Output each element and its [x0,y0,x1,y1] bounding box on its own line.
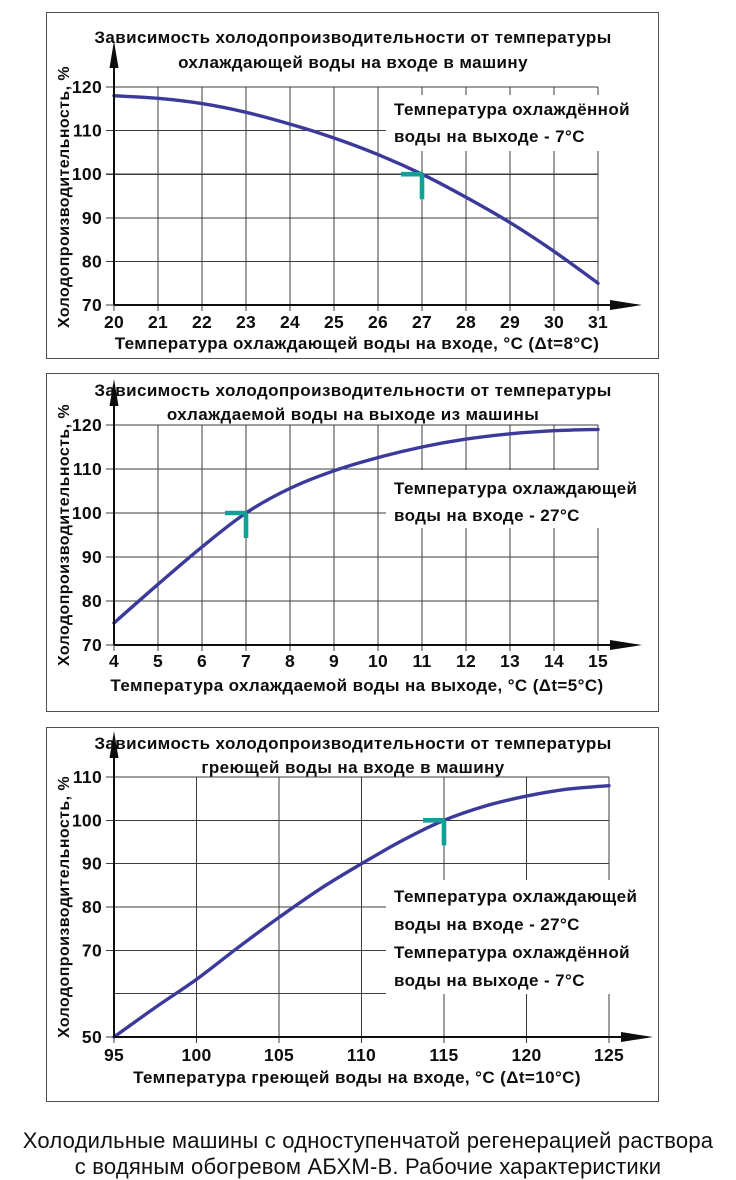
x-axis-arrow [610,300,642,310]
x-tick-label: 95 [103,1045,125,1065]
y-tick-label: 110 [72,459,102,479]
x-tick-label: 9 [328,651,340,671]
x-tick-label: 25 [323,312,345,332]
y-axis-label: Холодопроизводительность, % [56,66,73,328]
caption-line-1: Холодильные машины с одноступенчатой регенерацией раствора [22,1128,714,1153]
chart-heating-water-inlet [47,728,655,1098]
x-tick-label: 13 [499,651,521,671]
x-tick-label: 11 [412,651,432,671]
y-tick-label: 70 [81,940,102,961]
y-tick-label: 100 [71,164,102,185]
x-axis-arrow [621,1032,653,1042]
y-tick-label: 80 [81,591,102,611]
chart-chilled-water-outlet [47,374,655,708]
y-axis-label: Холодопроизводительность, % [56,776,73,1038]
x-tick-label: 4 [108,651,120,671]
x-tick-label: 22 [191,312,213,332]
chart-title-line-1: Зависимость холодопроизводительности от температуры [94,381,612,400]
annotation-layer [386,470,650,528]
x-tick-label: 5 [152,651,164,671]
chart-panel-heating-water-inlet [46,727,659,1102]
x-tick-label: 7 [240,651,252,671]
annotation-line: воды на входе - 27°C [394,506,580,525]
y-tick-label: 110 [72,767,102,787]
y-tick-label: 120 [71,77,102,97]
y-tick-label: 80 [81,897,102,917]
y-tick-label: 100 [71,810,102,831]
x-tick-label: 24 [279,312,301,332]
x-axis-label: Температура греющей воды на входе, °C (Δt=10°C) [133,1068,581,1087]
x-tick-label: 15 [587,651,609,671]
chart-cooling-water-inlet [47,13,655,355]
chart-title-line-1: Зависимость холодопроизводительности от температуры [94,28,612,47]
y-tick-label: 50 [81,1027,102,1047]
y-tick-label: 90 [81,207,102,228]
y-tick-label: 70 [81,635,102,655]
chart-title-line-2: охлаждающей воды на входе в машину [178,53,528,72]
y-tick-label: 120 [71,415,102,435]
x-tick-label: 125 [593,1045,625,1065]
chart-title-line-1: Зависимость холодопроизводительности от температуры [94,734,612,753]
x-tick-label: 8 [284,651,296,671]
annotation-line: воды на выходе - 7°C [394,971,585,990]
annotation-line: Температура охлаждённой [394,943,630,962]
annotation-layer [386,880,650,994]
y-tick-label: 80 [81,251,102,272]
y-tick-label: 110 [72,120,102,141]
chart-title-line-2: греющей воды на входе в машину [201,758,505,777]
x-tick-label: 31 [587,312,609,332]
x-tick-label: 105 [263,1045,295,1065]
figure-caption [0,1128,736,1180]
annotation-line: Температура охлаждающей [394,479,638,498]
grid-layer [106,425,598,651]
x-tick-label: 110 [346,1045,377,1065]
y-tick-label: 90 [81,853,102,874]
annotation-line: Температура охлаждающей [394,887,638,906]
x-tick-label: 10 [367,651,389,671]
y-tick-label: 90 [81,547,102,567]
x-tick-label: 14 [543,651,565,671]
y-tick-label: 70 [81,295,102,315]
annotation-line: воды на выходе - 7°C [394,127,585,146]
tick-labels-layer [72,415,608,671]
x-tick-label: 28 [455,312,477,332]
x-tick-label: 115 [429,1045,459,1065]
x-tick-label: 20 [103,312,125,332]
chart-title-line-2: охлаждаемой воды на выходе из машины [166,405,540,424]
caption-line-2: с водяным обогревом АБХМ-В. Рабочие характеристики [74,1154,662,1179]
x-axis-label: Температура охлаждающей воды на входе, °C (Δt=8°C) [114,334,600,353]
axes-layer [110,41,643,310]
x-tick-label: 26 [367,312,389,332]
y-tick-label: 100 [71,503,102,523]
y-axis-label: Холодопроизводительность, % [56,404,73,666]
x-tick-label: 30 [543,312,565,332]
x-axis-arrow [610,640,642,650]
x-tick-label: 21 [147,312,169,332]
x-tick-label: 12 [455,651,477,671]
x-axis-label: Температура охлаждаемой воды на выходе, °C (Δt=5°C) [110,676,604,695]
annotation-line: Температура охлаждённой [394,100,630,119]
x-tick-label: 29 [499,312,521,332]
chart-panel-chilled-water-outlet [46,373,659,712]
x-tick-label: 27 [411,312,433,332]
annotation-layer [386,95,650,151]
design-point-marker [401,174,423,199]
x-tick-label: 6 [196,651,208,671]
x-tick-label: 120 [511,1045,542,1065]
x-tick-label: 23 [235,312,257,332]
x-tick-label: 100 [181,1045,212,1065]
annotation-line: воды на входе - 27°C [394,915,580,934]
chart-panel-cooling-water-inlet [46,12,659,359]
